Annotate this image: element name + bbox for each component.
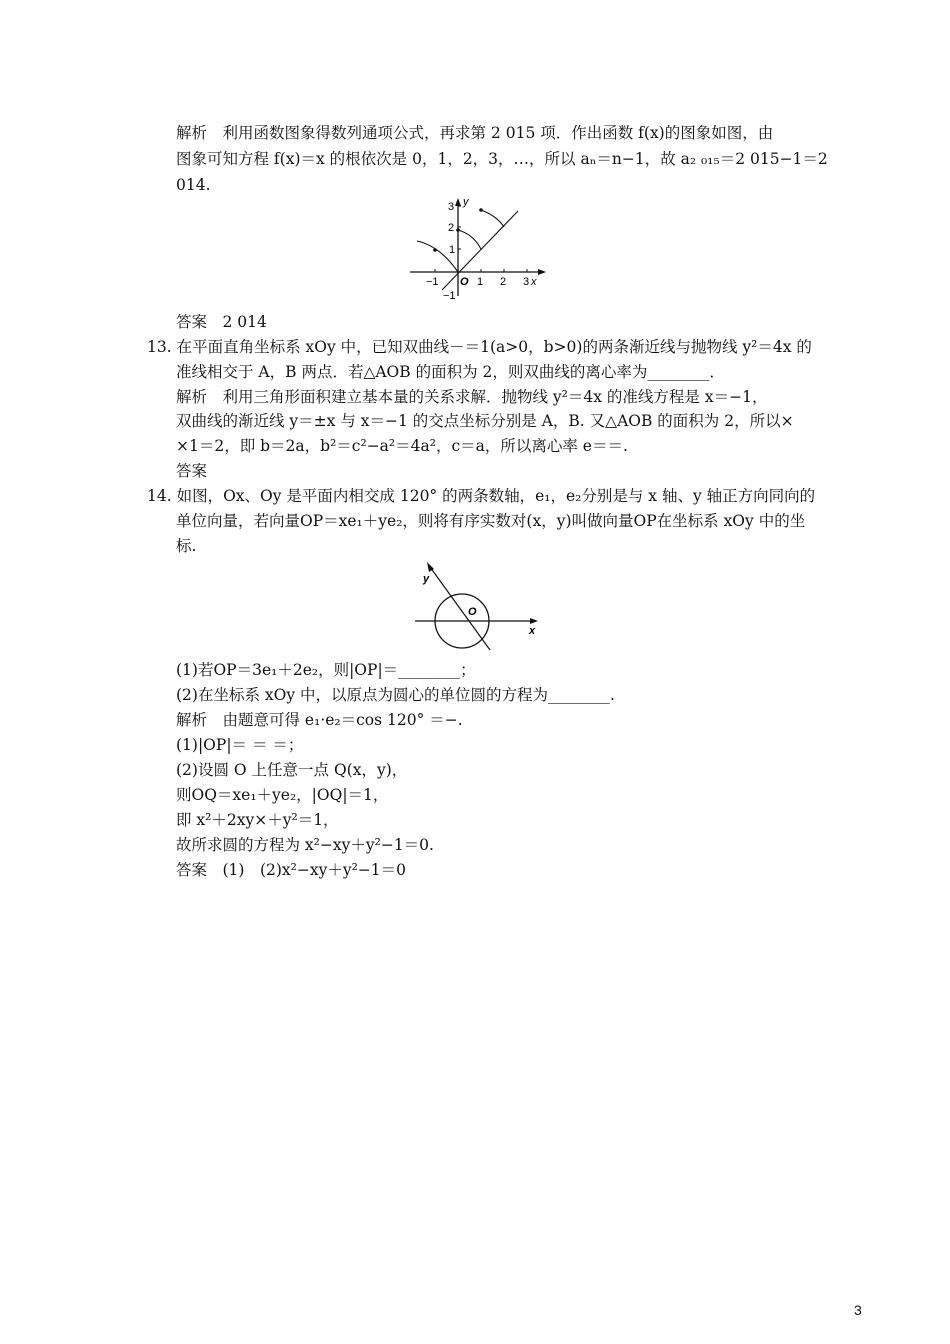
p13-question-line-2: 准线相交于 A，B 两点．若△AOB 的面积为 2，则双曲线的离心率为________． — [176, 363, 725, 381]
p14-solution-line-2: (1)|OP|＝ ＝ ＝； — [176, 736, 304, 754]
y-tick-2: 2 — [448, 222, 455, 234]
point-dot — [433, 248, 437, 252]
x-axis-label: x — [531, 276, 537, 288]
origin-label: O — [468, 606, 477, 618]
p14-subquestion-2: (2)在坐标系 xOy 中，以原点为圆心的单位圆的方程为________. — [176, 686, 615, 704]
p14-solution-line-5: 即 x²＋2xy×＋y²＝1， — [176, 811, 339, 829]
oblique-axes-figure — [410, 558, 545, 654]
p14-solution-line-3: (2)设圆 O 上任意一点 Q(x，y)， — [176, 761, 408, 779]
x-tick-3: 3 — [523, 276, 530, 288]
x-tick-neg1: −1 — [426, 276, 439, 288]
curve-segment-2 — [458, 230, 481, 249]
function-graph-figure — [405, 196, 550, 306]
p12-solution-line-2: 图象可知方程 f(x)＝x 的根依次是 0，1，2，3，…，所以 aₙ＝n−1，故 a₂ ₀₁₅＝2 015−1＝2 — [176, 150, 828, 168]
y-axis-label: y — [463, 196, 469, 208]
curve-segment-3 — [481, 210, 504, 227]
p14-answer: 答案 (1) (2)x²−xy＋y²−1＝0 — [176, 861, 407, 879]
x-tick-2: 2 — [500, 276, 507, 288]
point-dot — [479, 208, 483, 212]
y-tick-3: 3 — [448, 201, 455, 213]
x-axis-arrow — [530, 618, 538, 624]
p14-subquestion-1: (1)若OP＝3e₁＋2e₂，则|OP|＝________； — [176, 661, 476, 679]
x-axis-arrow — [538, 269, 546, 275]
y-tick-neg1: −1 — [443, 290, 456, 302]
p13-solution-line-2: 双曲线的渐近线 y＝±x 与 x＝−1 的交点坐标分别是 A，B. 又△AOB 的面积为 2，所以× — [176, 412, 794, 430]
p14-solution-line-6: 故所求圆的方程为 x²−xy＋y²−1＝0. — [176, 836, 434, 854]
p12-answer: 答案 2 014 — [176, 313, 267, 331]
page-number: 3 — [854, 1302, 862, 1318]
p14-solution-line-1: 解析 由题意可得 e₁·e₂＝cos 120° ＝−. — [176, 711, 463, 729]
y-axis-arrow — [455, 198, 461, 206]
p14-solution-line-4: 则OQ＝xe₁＋ye₂，|OQ|＝1， — [176, 786, 389, 804]
origin-label: O — [460, 276, 469, 288]
y-axis — [430, 567, 490, 650]
y-axis-label: y — [423, 573, 430, 585]
p12-solution-line-1: 解析 利用函数图象得数列通项公式，再求第 2 015 项．作出函数 f(x)的图象如图，由 — [176, 124, 774, 142]
point-dot — [456, 228, 460, 232]
p14-question-line-2: 单位向量，若向量OP＝xe₁＋ye₂，则将有序实数对(x，y)叫做向量OP在坐标系 xOy 中的坐 — [176, 512, 806, 530]
p13-solution-line-1: 解析 利用三角形面积建立基本量的关系求解．抛物线 y²＝4x 的准线方程是 x＝−1， — [176, 388, 768, 406]
p14-question-line-3: 标. — [176, 537, 197, 555]
p13-solution-line-3: ×1＝2，即 b＝2a，b²＝c²−a²＝4a²，c＝a，所以离心率 e＝＝. — [176, 437, 628, 455]
p13-question-line-1: 13. 在平面直角坐标系 xOy 中，已知双曲线－＝1(a>0，b>0)的两条渐近线与抛物线 y²＝4x 的 — [147, 338, 812, 356]
p14-question-line-1: 14. 如图，Ox、Oy 是平面内相交成 120° 的两条数轴，e₁，e₂分别是与 x 轴、y 轴正方向同向的 — [147, 487, 816, 505]
y-tick-1: 1 — [449, 244, 456, 256]
x-tick-1: 1 — [477, 276, 484, 288]
p12-solution-line-3: 014. — [176, 176, 211, 194]
p13-answer: 答案 — [176, 462, 208, 480]
x-axis-label: x — [529, 625, 536, 637]
